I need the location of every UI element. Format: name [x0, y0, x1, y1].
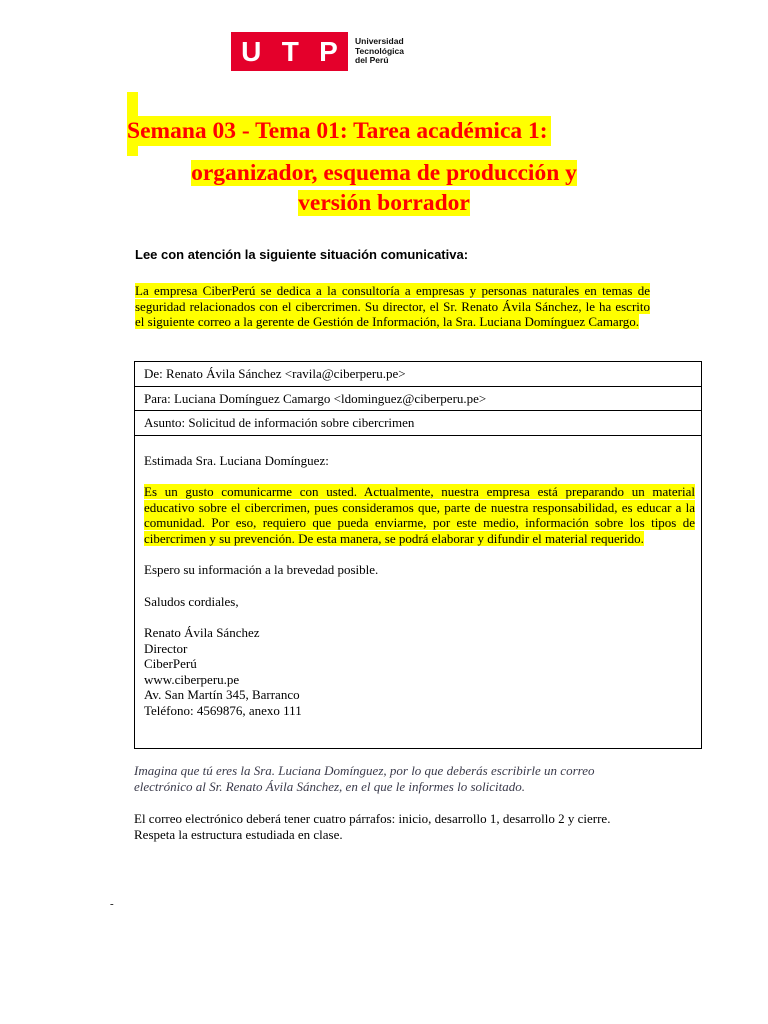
signature-phone: Teléfono: 4569876, anexo 111 — [144, 702, 302, 718]
page-title-line-3 — [120, 188, 648, 218]
page-title-line-2 — [120, 158, 648, 188]
page-title-line-1: Semana 03 - Tema 01: Tarea académica 1: — [127, 116, 551, 146]
email-farewell: Saludos cordiales, — [144, 593, 239, 609]
task-instructions: El correo electrónico deberá tener cuatro párrafos: inicio, desarrollo 1, desarrollo 2 y cierre. Respeta la estructura estudiada en clase. — [134, 811, 611, 842]
logo-letter-t: T — [281, 35, 299, 67]
signature-company: CiberPerú — [144, 656, 197, 671]
logo-letter-u: U — [241, 35, 262, 67]
email-closing-request: Espero su información a la brevedad posible. — [144, 562, 379, 577]
email-subject-row: Asunto: Solicitud de información sobre cibercrimen — [135, 411, 701, 436]
context-paragraph — [135, 283, 650, 330]
logo-line-1: Universidad — [355, 36, 404, 47]
email-box — [134, 361, 702, 749]
email-greeting: Estimada Sra. Luciana Domínguez: — [144, 452, 329, 468]
signature-website: www.ciberperu.pe — [144, 671, 240, 687]
utp-logo-mark — [231, 32, 348, 71]
logo-wordmark — [355, 37, 404, 66]
logo-line-3: del Perú — [355, 55, 389, 66]
signature-role: Director — [144, 640, 188, 656]
email-main-paragraph-text: Es un gusto comunicarme con usted. Actualmente, nuestra empresa está preparando un material educativo sobre el cibercrimen, pues consideramos que, parte de nuestra responsabilidad, es educar a la comunidad. Por eso, requiero que pueda enviarme, por este medio, información sobre los tipos de cibercrimen y su prevención. De esta manera, se podrá elaborar y difundir el material requerido. — [144, 484, 695, 546]
email-to-row: Para: Luciana Domínguez Camargo <ldominguez@ciberperu.pe> — [135, 387, 701, 412]
footer-dash: - — [110, 898, 114, 910]
page-title-line-2-text: organizador, esquema de producción y — [191, 160, 577, 186]
email-main-paragraph — [144, 484, 695, 546]
email-body — [135, 436, 701, 719]
intro-heading: Lee con atención la siguiente situación comunicativa: — [135, 247, 469, 262]
logo-letter-p: P — [319, 35, 338, 67]
email-signature — [144, 625, 695, 718]
logo-line-2: Tecnológica — [355, 45, 404, 56]
signature-name: Renato Ávila Sánchez — [144, 625, 260, 640]
italic-instruction-note: Imagina que tú eres la Sra. Luciana Domínguez, por lo que deberás escribirle un correo electrónico al Sr. Renato Ávila Sánchez, en el que le informes lo solicitado. — [134, 763, 595, 794]
context-paragraph-text: La empresa CiberPerú se dedica a la consultoría a empresas y personas naturales en temas de seguridad relacionados con el cibercrimen. Su director, el Sr. Renato Ávila Sánchez, le ha escrito el siguiente correo a la gerente de Gestión de Información, la Sra. Luciana Domínguez Camargo. — [135, 283, 650, 329]
email-from-row: De: Renato Ávila Sánchez <ravila@ciberperu.pe> — [135, 362, 701, 387]
signature-address: Av. San Martín 345, Barranco — [144, 687, 300, 702]
page-title-line-3-text: versión borrador — [298, 190, 470, 216]
utp-logo — [231, 32, 404, 71]
